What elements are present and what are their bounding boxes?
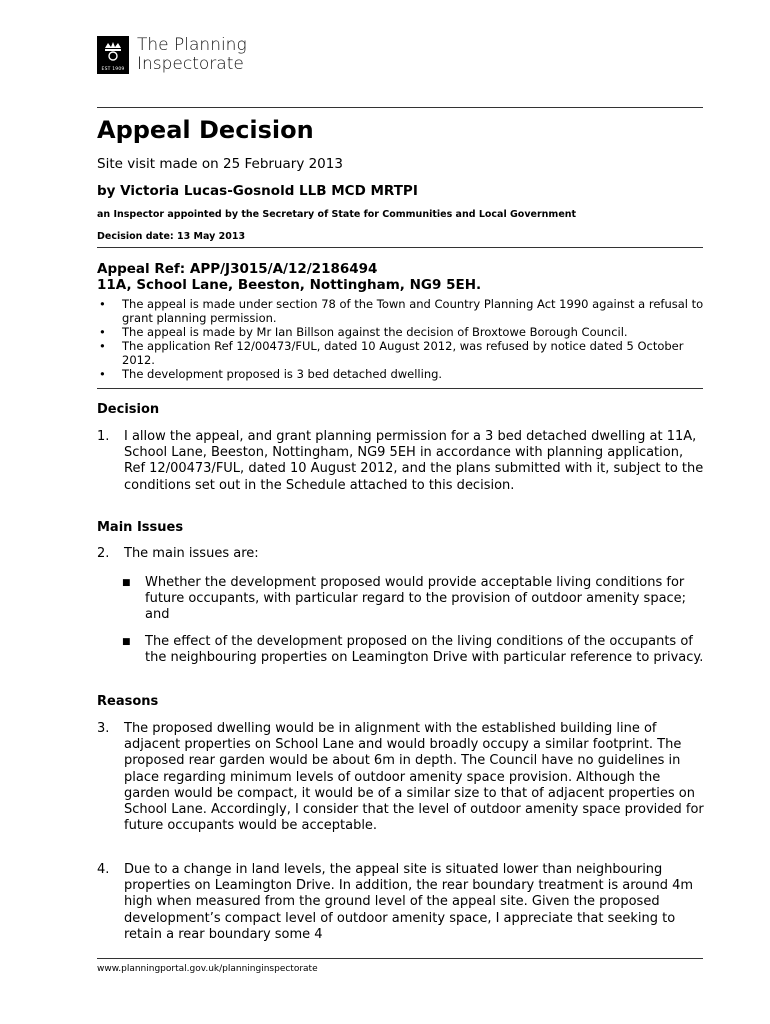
list-item: • The development proposed is 3 bed detached dwelling.: [97, 367, 707, 381]
inspector-line: by Victoria Lucas-Gosnold LLB MCD MRTPI: [97, 183, 418, 199]
appointed-line: an Inspector appointed by the Secretary of State for Communities and Local Government: [97, 209, 577, 220]
site-visit-line: Site visit made on 25 February 2013: [97, 156, 343, 172]
paragraph-2: [97, 546, 707, 562]
paragraph-text: The proposed dwelling would be in alignment with the established building line of adjacent properties on School Lane and would broadly occupy a similar footprint. The proposed rear garden would be about 6m in depth. The Council have no guidelines in place regarding minimum levels of outdoor amenity space provision. Although the garden would be compact, it would be of a similar size to that of adjacent properties on School Lane. Accordingly, I consider that the level of outdoor amenity space provided for future occupants would be acceptable.: [124, 721, 704, 834]
crest-est-label: EST 1909: [101, 67, 125, 72]
list-item: • The appeal is made under section 78 of the Town and Country Planning Act 1990 against a refusal to grant planning permission.: [97, 297, 707, 325]
paragraph-number: 2.: [97, 546, 110, 561]
appeal-details-list: [97, 297, 707, 381]
square-bullet-icon: ■: [122, 578, 131, 588]
paragraph-number: 4.: [97, 862, 110, 877]
divider-details: [97, 388, 703, 389]
paragraph-number: 3.: [97, 721, 110, 736]
issue-text: Whether the development proposed would provide acceptable living conditions for future occupants, with particular regard to the provision of outdoor amenity space; and: [145, 575, 687, 623]
issue-2: [97, 634, 707, 666]
divider-top: [97, 107, 703, 108]
paragraph-text: The main issues are:: [124, 546, 259, 561]
divider-mid: [97, 247, 703, 248]
footer-url: www.planningportal.gov.uk/planninginspectorate: [97, 964, 318, 974]
list-item: • The application Ref 12/00473/FUL, dated 10 August 2012, was refused by notice dated 5 October 2012.: [97, 339, 707, 367]
paragraph-text: Due to a change in land levels, the appeal site is situated lower than neighbouring properties on Leamington Drive. In addition, the rear boundary treatment is around 4m high when measured from the ground level of the appeal site. Given the proposed development’s compact level of outdoor amenity space, I appreciate that seeking to retain a rear boundary some 4: [124, 862, 694, 942]
paragraph-text: I allow the appeal, and grant planning permission for a 3 bed detached dwelling at 11A, School Lane, Beeston, Nottingham, NG9 5EH in accordance with planning application, Ref 12/00473/FUL, dated 10 August 2012, and the plans submitted with it, subject to the conditions set out in the Schedule attached to this decision.: [124, 429, 704, 493]
appeal-reference: [97, 261, 481, 293]
page-title: Appeal Decision: [97, 116, 314, 144]
heading-main-issues: Main Issues: [97, 520, 184, 535]
divider-footer: [97, 958, 703, 959]
issue-text: The effect of the development proposed on the living conditions of the occupants of the neighbouring properties on Leamington Drive with particular reference to privacy.: [145, 634, 704, 666]
issue-1: [97, 575, 707, 624]
list-item: • The appeal is made by Mr Ian Billson against the decision of Broxtowe Borough Council.: [97, 325, 707, 339]
org-name: [137, 36, 247, 74]
appeal-ref-line: Appeal Ref: APP/J3015/A/12/2186494: [97, 261, 378, 277]
paragraph-4: [97, 862, 707, 943]
org-name-line1: The Planning: [137, 35, 247, 55]
paragraph-1: [97, 429, 707, 494]
decision-date: Decision date: 13 May 2013: [97, 231, 246, 242]
paragraph-3: [97, 721, 707, 834]
appeal-address: 11A, School Lane, Beeston, Nottingham, NG9 5EH.: [97, 277, 482, 293]
org-name-line2: Inspectorate: [137, 54, 244, 74]
heading-decision: Decision: [97, 402, 160, 417]
square-bullet-icon: ■: [122, 637, 131, 647]
royal-crest-icon: [97, 36, 129, 74]
paragraph-number: 1.: [97, 429, 110, 444]
heading-reasons: Reasons: [97, 694, 159, 709]
inspectorate-logo: [97, 36, 247, 74]
